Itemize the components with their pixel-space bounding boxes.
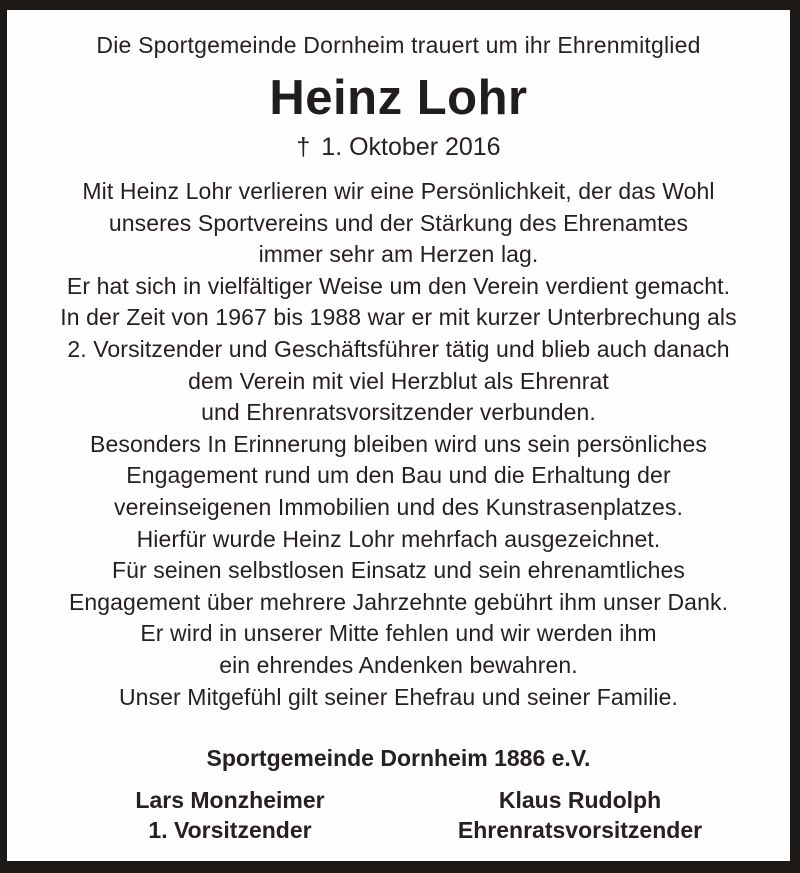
- memorial-text-line: In der Zeit von 1967 bis 1988 war er mit kurzer Unterbrechung als: [60, 304, 737, 331]
- memorial-text-line: Hierfür wurde Heinz Lohr mehrfach ausgezeichnet.: [136, 525, 661, 552]
- memorial-text-line: Mit Heinz Lohr verlieren wir eine Persönlichkeit, der das Wohl: [82, 178, 715, 204]
- memorial-text: [7, 176, 790, 713]
- intro-line: Die Sportgemeinde Dornheim trauert um ihr Ehrenmitglied: [96, 32, 701, 58]
- memorial-text-line: immer sehr am Herzen lag.: [258, 241, 539, 268]
- organization-name: Sportgemeinde Dornheim 1886 e.V.: [206, 745, 591, 772]
- dagger-icon: †: [296, 133, 311, 161]
- death-date-text: 1. Oktober 2016: [321, 133, 501, 161]
- signatory-title: Ehrenratsvorsitzender: [457, 817, 703, 844]
- deceased-name: Heinz Lohr: [269, 71, 528, 125]
- memorial-text-line: Unser Mitgefühl gilt seiner Ehefrau und seiner Familie.: [118, 683, 679, 710]
- memorial-text-line: und Ehrenratsvorsitzender verbunden.: [201, 399, 596, 426]
- memorial-text-line: Er hat sich in vielfältiger Weise um den Verein verdient gemacht.: [66, 272, 731, 299]
- signatory-left: [110, 785, 350, 845]
- memorial-text-line: vereinseigenen Immobilien und des Kunstrasenplatzes.: [113, 493, 684, 520]
- memorial-text-line: Besonders In Erinnerung bleiben wird uns sein persönliches: [90, 430, 707, 457]
- memorial-text-line: dem Verein mit viel Herzblut als Ehrenrat: [188, 367, 609, 394]
- memorial-text-line: unseres Sportvereins und der Stärkung des Ehrenamtes: [108, 209, 689, 236]
- memorial-text-line: Er wird in unserer Mitte fehlen und wir werden ihm: [140, 620, 657, 647]
- signatory-right: [445, 785, 715, 845]
- signatures: [7, 785, 790, 847]
- signatory-name: Lars Monzheimer: [135, 787, 325, 814]
- memorial-text-line: Engagement über mehrere Jahrzehnte gebührt ihm unser Dank.: [68, 588, 729, 615]
- memorial-text-line: ein ehrendes Andenken bewahren.: [219, 651, 578, 678]
- memorial-text-line: 2. Vorsitzender und Geschäftsführer tätig und blieb auch danach: [67, 335, 730, 362]
- memorial-text-line: Engagement rund um den Bau und die Erhaltung der: [126, 462, 671, 489]
- death-date: [7, 132, 790, 162]
- memorial-text-line: Für seinen selbstlosen Einsatz und sein ehrenamtliches: [111, 557, 686, 584]
- signatory-name: Klaus Rudolph: [498, 787, 662, 814]
- obituary-card: [7, 10, 790, 861]
- signatory-title: 1. Vorsitzender: [148, 817, 312, 844]
